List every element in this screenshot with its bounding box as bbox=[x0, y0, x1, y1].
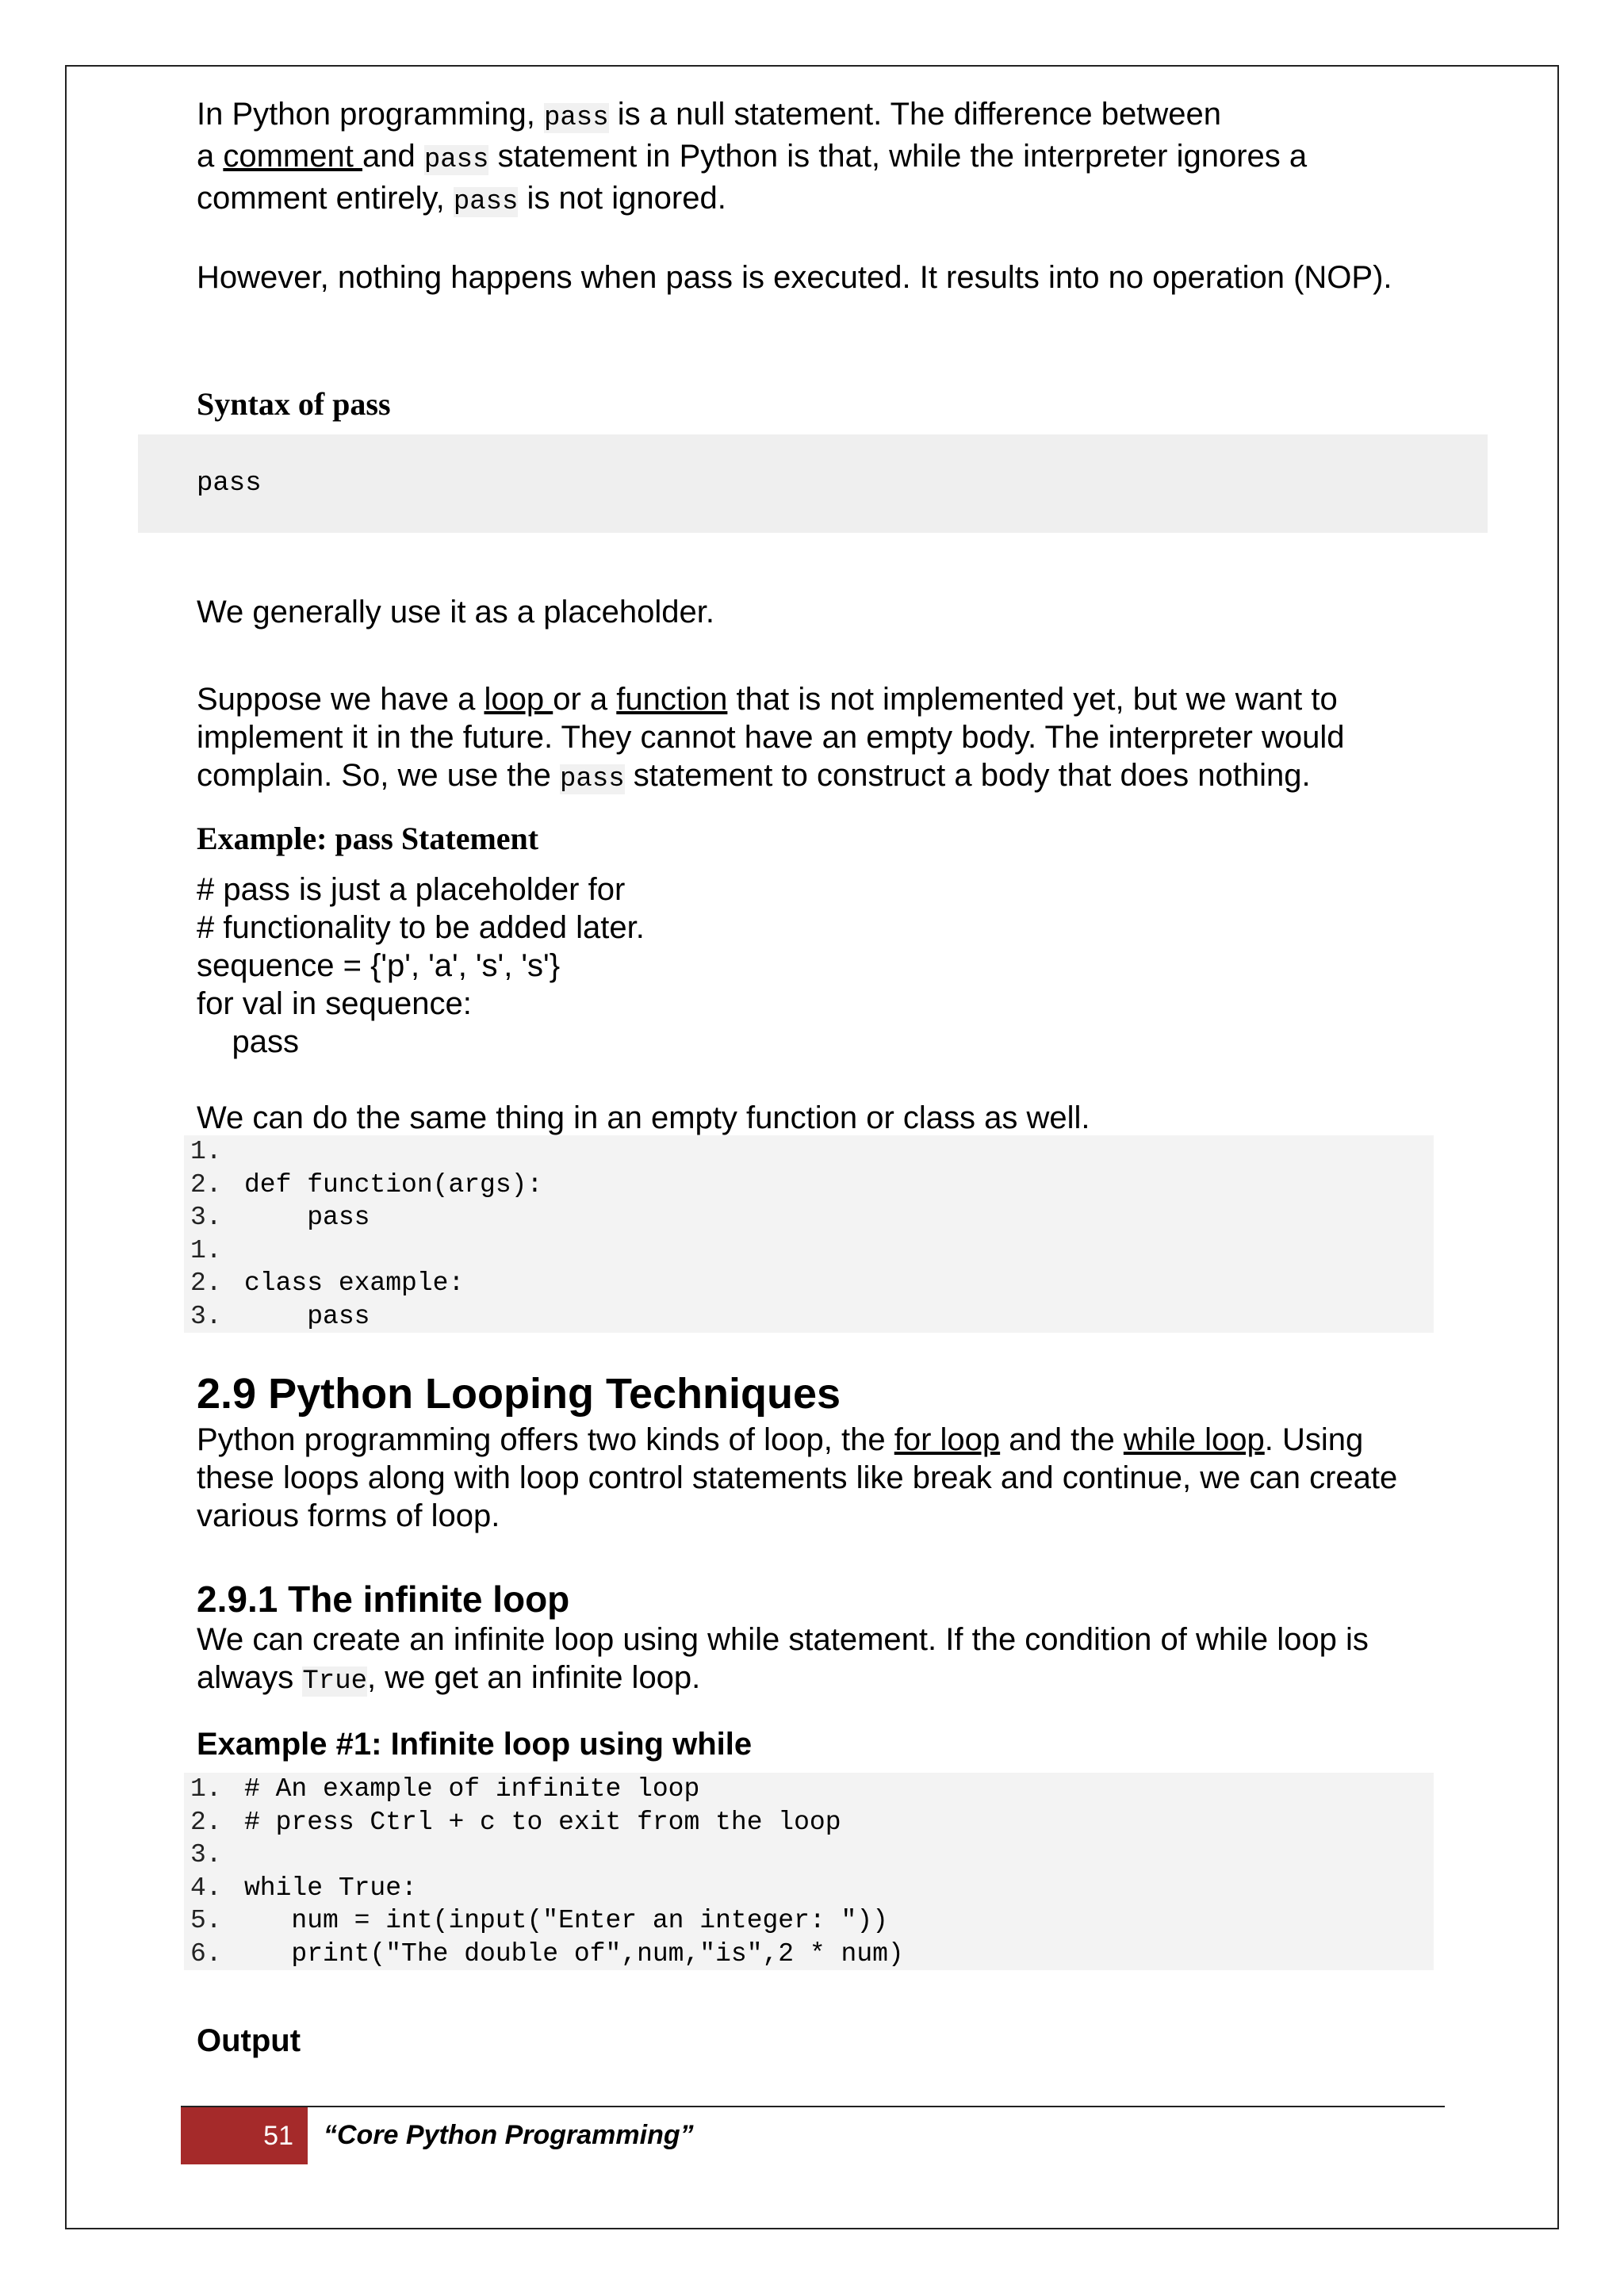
intro-paragraph bbox=[197, 95, 1434, 221]
code-line bbox=[184, 1872, 1434, 1905]
inline-code: pass bbox=[453, 187, 519, 217]
inline-code: pass bbox=[423, 145, 489, 175]
intro-text: statement in Python is that, while the interpreter ignores a bbox=[488, 139, 1308, 174]
line-number: 3. bbox=[190, 1840, 222, 1869]
page-number-box bbox=[181, 2107, 308, 2164]
section-text: , we get an infinite loop. bbox=[367, 1660, 701, 1695]
line-number: 2. bbox=[190, 1807, 222, 1837]
code-line bbox=[184, 1904, 1434, 1938]
code-text: class example: bbox=[244, 1269, 465, 1298]
output-heading: Output bbox=[197, 2023, 301, 2058]
code-line bbox=[184, 1267, 1434, 1300]
example-pass-code bbox=[197, 871, 645, 1061]
placeholder-paragraph: We generally use it as a placeholder. bbox=[197, 595, 714, 629]
code-text: # press Ctrl + c to exit from the loop bbox=[244, 1807, 841, 1837]
intro-text: is a null statement. The difference between bbox=[608, 97, 1221, 132]
book-title: “Core Python Programming” bbox=[324, 2120, 694, 2150]
syntax-code: pass bbox=[197, 469, 262, 499]
line-number: 3. bbox=[190, 1301, 222, 1331]
code-line bbox=[184, 1169, 1434, 1202]
section-heading-2-9: 2.9 Python Looping Techniques bbox=[197, 1370, 841, 1418]
syntax-code-box bbox=[138, 434, 1488, 533]
footer-rule bbox=[181, 2106, 1445, 2107]
code-line: for val in sequence: bbox=[197, 986, 472, 1021]
usage-text: or a bbox=[553, 682, 617, 717]
line-number: 1. bbox=[190, 1774, 222, 1804]
code-line bbox=[184, 1201, 1434, 1234]
code-line: # functionality to be added later. bbox=[197, 910, 645, 945]
code-line bbox=[184, 1234, 1434, 1268]
intro-text: a bbox=[197, 139, 224, 174]
code-text: # An example of infinite loop bbox=[244, 1774, 700, 1804]
code-line: sequence = {'p', 'a', 's', 's'} bbox=[197, 948, 561, 983]
code-text: pass bbox=[244, 1203, 370, 1232]
intro-text: and bbox=[362, 139, 424, 174]
line-number: 2. bbox=[190, 1169, 222, 1200]
line-number: 1. bbox=[190, 1137, 222, 1166]
code-line bbox=[184, 1806, 1434, 1839]
syntax-heading: Syntax of pass bbox=[197, 386, 391, 422]
code-text: print("The double of",num,"is",2 * num) bbox=[244, 1938, 904, 1969]
code-line bbox=[184, 1300, 1434, 1334]
usage-text: statement to construct a body that does nothing. bbox=[624, 758, 1311, 793]
code-text: num = int(input("Enter an integer: ")) bbox=[244, 1906, 888, 1935]
code-line bbox=[184, 1938, 1434, 1971]
usage-paragraph bbox=[197, 680, 1434, 798]
usage-text: that is not implemented yet, but we want to implement it in the future. They cannot have an empty body. The interpreter would complain. So, we use the bbox=[197, 682, 1345, 793]
line-number: 2. bbox=[190, 1269, 222, 1298]
intro-text: In Python programming, bbox=[197, 97, 544, 132]
section-text: Python programming offers two kinds of loop, the bbox=[197, 1422, 894, 1457]
function-link[interactable]: function bbox=[616, 682, 728, 717]
for-loop-link[interactable]: for loop bbox=[894, 1422, 1001, 1457]
code-line bbox=[184, 1839, 1434, 1872]
intro-text: is not ignored. bbox=[518, 181, 726, 216]
looping-intro-paragraph bbox=[197, 1421, 1434, 1535]
example-1-heading: Example #1: Infinite loop using while bbox=[197, 1727, 753, 1762]
page-number: 51 bbox=[263, 2121, 293, 2151]
inline-code: pass bbox=[560, 764, 625, 794]
loop-link[interactable]: loop bbox=[484, 682, 553, 717]
empty-function-code-block bbox=[184, 1135, 1434, 1333]
line-number: 3. bbox=[190, 1203, 222, 1232]
usage-text: Suppose we have a bbox=[197, 682, 485, 717]
code-text: pass bbox=[244, 1301, 370, 1331]
section-text: . Using these loops along with loop control statements like break and continue, we can create various forms of loop. bbox=[197, 1422, 1398, 1533]
section-text: We can create an infinite loop using while statement. If the condition of while loop is always bbox=[197, 1622, 1369, 1695]
code-line bbox=[184, 1135, 1434, 1169]
comment-link[interactable]: comment bbox=[223, 139, 362, 174]
code-line: # pass is just a placeholder for bbox=[197, 872, 626, 907]
section-heading-2-9-1: 2.9.1 The infinite loop bbox=[197, 1578, 570, 1620]
nop-paragraph: However, nothing happens when pass is executed. It results into no operation (NOP). bbox=[197, 260, 1392, 295]
inline-code: pass bbox=[544, 103, 609, 133]
code-line bbox=[184, 1773, 1434, 1806]
example-pass-heading: Example: pass Statement bbox=[197, 821, 539, 856]
line-number: 4. bbox=[190, 1873, 222, 1903]
infinite-loop-code-block bbox=[184, 1773, 1434, 1970]
empty-function-paragraph: We can do the same thing in an empty function or class as well. bbox=[197, 1100, 1090, 1135]
while-loop-link[interactable]: while loop bbox=[1123, 1422, 1265, 1457]
code-text: while True: bbox=[244, 1873, 417, 1903]
line-number: 5. bbox=[190, 1906, 222, 1935]
infinite-loop-paragraph bbox=[197, 1621, 1434, 1701]
code-line: pass bbox=[197, 1024, 299, 1059]
section-text: and the bbox=[1000, 1422, 1124, 1457]
line-number: 1. bbox=[190, 1235, 222, 1265]
intro-text: comment entirely, bbox=[197, 181, 454, 216]
inline-code: True bbox=[302, 1667, 368, 1697]
code-text: def function(args): bbox=[244, 1169, 543, 1200]
line-number: 6. bbox=[190, 1938, 222, 1969]
